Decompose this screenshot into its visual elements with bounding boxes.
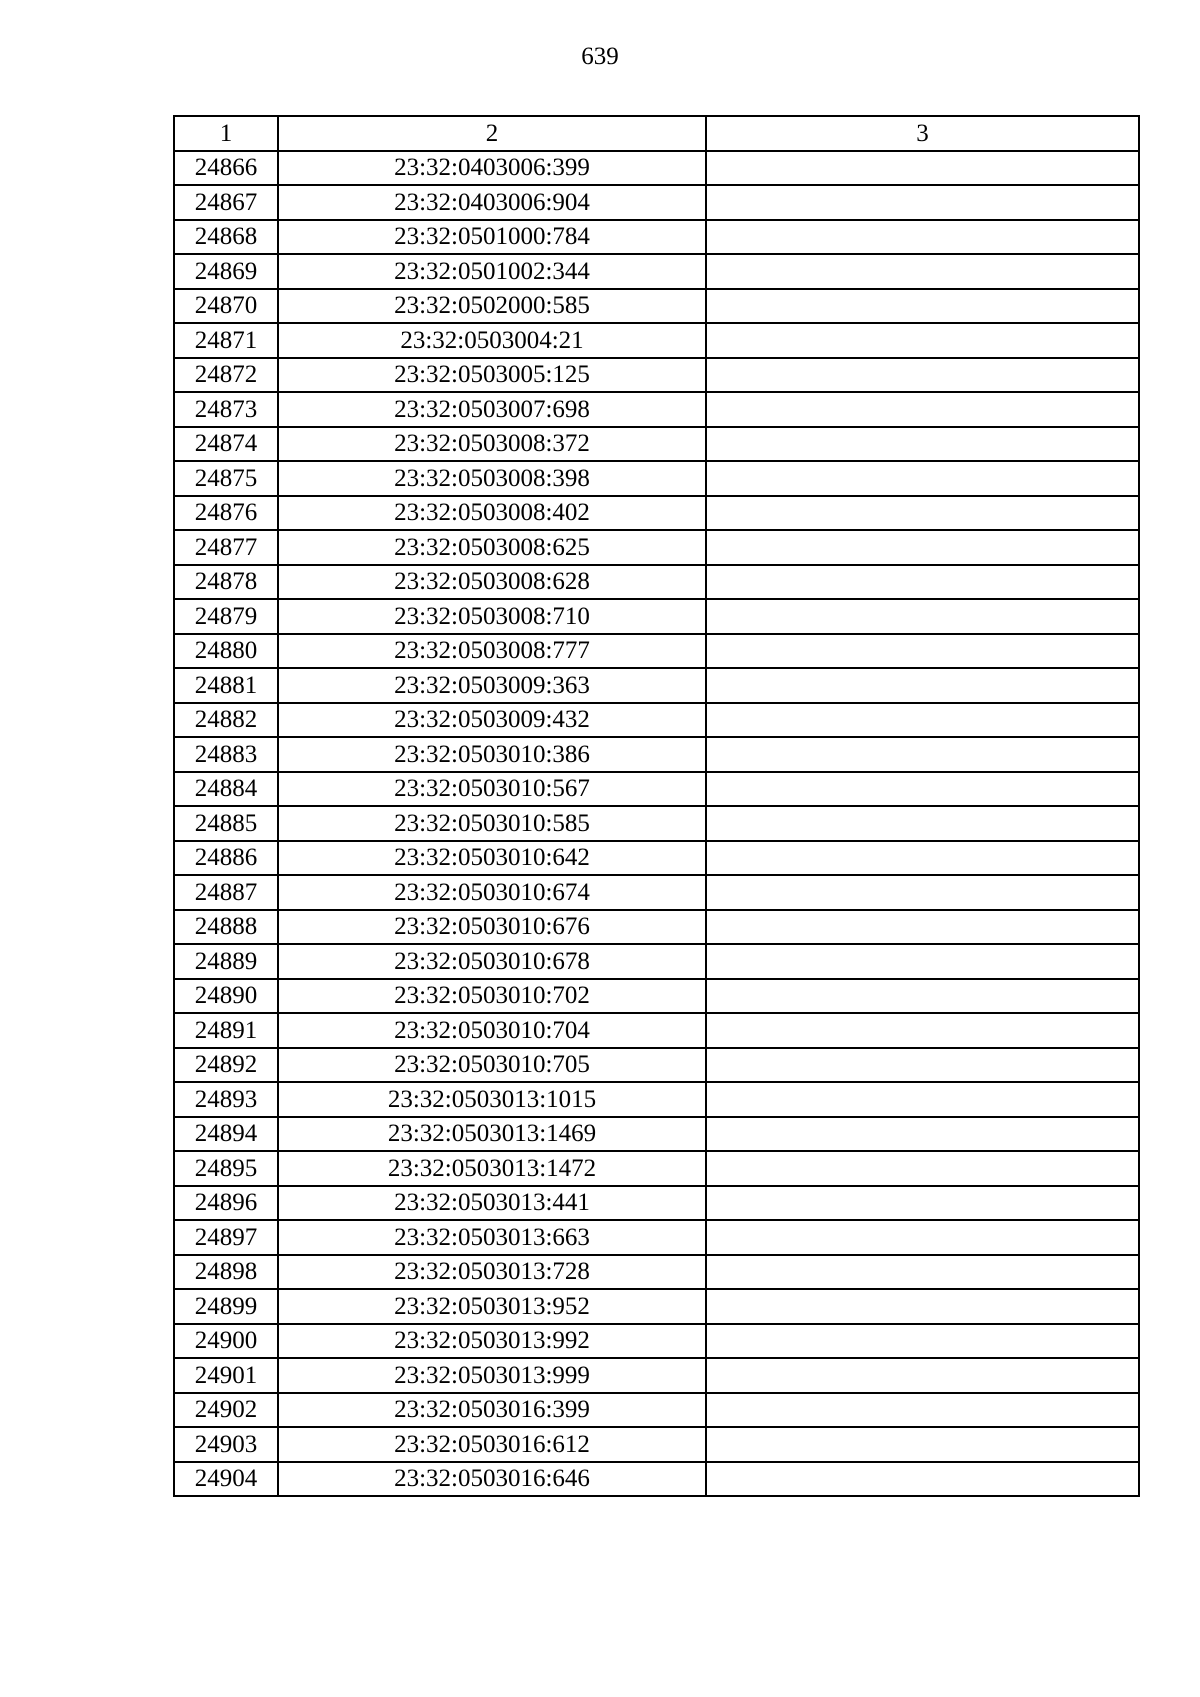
table-row: [174, 530, 1139, 565]
row-number-cell: 24896: [174, 1186, 278, 1221]
cadastral-number-cell: 23:32:0403006:399: [278, 151, 706, 186]
row-number-cell: 24870: [174, 289, 278, 324]
row-number-cell: 24882: [174, 703, 278, 738]
table-row: [174, 1255, 1139, 1290]
note-cell: [706, 806, 1139, 841]
row-number-cell: 24895: [174, 1151, 278, 1186]
note-cell: [706, 461, 1139, 496]
cadastral-number-cell: 23:32:0503008:372: [278, 427, 706, 462]
note-cell: [706, 599, 1139, 634]
table-row: [174, 427, 1139, 462]
table-row: [174, 1186, 1139, 1221]
table-body: [174, 151, 1139, 1497]
cadastral-number-cell: 23:32:0503005:125: [278, 358, 706, 393]
cadastral-number-cell: 23:32:0503004:21: [278, 323, 706, 358]
header-row: [174, 116, 1139, 151]
note-cell: [706, 1358, 1139, 1393]
table-row: [174, 875, 1139, 910]
note-cell: [706, 1324, 1139, 1359]
row-number-cell: 24899: [174, 1289, 278, 1324]
row-number-cell: 24872: [174, 358, 278, 393]
row-number-cell: 24867: [174, 185, 278, 220]
table-row: [174, 737, 1139, 772]
note-cell: [706, 979, 1139, 1014]
row-number-cell: 24888: [174, 910, 278, 945]
table-row: [174, 1289, 1139, 1324]
table-row: [174, 1358, 1139, 1393]
table-row: [174, 1117, 1139, 1152]
table-row: [174, 910, 1139, 945]
table-row: [174, 185, 1139, 220]
cadastral-number-cell: 23:32:0503008:777: [278, 634, 706, 669]
column-header-2: 2: [278, 116, 706, 151]
row-number-cell: 24885: [174, 806, 278, 841]
note-cell: [706, 427, 1139, 462]
note-cell: [706, 254, 1139, 289]
note-cell: [706, 1255, 1139, 1290]
note-cell: [706, 772, 1139, 807]
note-cell: [706, 1082, 1139, 1117]
table-row: [174, 392, 1139, 427]
table-row: [174, 703, 1139, 738]
cadastral-number-cell: 23:32:0502000:585: [278, 289, 706, 324]
cadastral-number-cell: 23:32:0503013:1472: [278, 1151, 706, 1186]
table-row: [174, 599, 1139, 634]
cadastral-number-cell: 23:32:0503010:676: [278, 910, 706, 945]
cadastral-number-cell: 23:32:0503010:704: [278, 1013, 706, 1048]
row-number-cell: 24897: [174, 1220, 278, 1255]
cadastral-number-cell: 23:32:0501000:784: [278, 220, 706, 255]
row-number-cell: 24873: [174, 392, 278, 427]
note-cell: [706, 841, 1139, 876]
note-cell: [706, 1289, 1139, 1324]
note-cell: [706, 1151, 1139, 1186]
cadastral-number-cell: 23:32:0503009:363: [278, 668, 706, 703]
cadastral-number-cell: 23:32:0503010:567: [278, 772, 706, 807]
table-row: [174, 806, 1139, 841]
row-number-cell: 24886: [174, 841, 278, 876]
table-row: [174, 772, 1139, 807]
note-cell: [706, 185, 1139, 220]
row-number-cell: 24900: [174, 1324, 278, 1359]
note-cell: [706, 1048, 1139, 1083]
row-number-cell: 24871: [174, 323, 278, 358]
page-number: 639: [581, 43, 619, 70]
cadastral-number-cell: 23:32:0503013:441: [278, 1186, 706, 1221]
table-row: [174, 1393, 1139, 1428]
row-number-cell: 24903: [174, 1427, 278, 1462]
note-cell: [706, 944, 1139, 979]
table-row: [174, 1324, 1139, 1359]
cadastral-table: [173, 115, 1140, 1497]
cadastral-number-cell: 23:32:0503013:952: [278, 1289, 706, 1324]
cadastral-number-cell: 23:32:0503016:646: [278, 1462, 706, 1497]
note-cell: [706, 1186, 1139, 1221]
table-row: [174, 1427, 1139, 1462]
row-number-cell: 24892: [174, 1048, 278, 1083]
table-row: [174, 1462, 1139, 1497]
cadastral-number-cell: 23:32:0503013:728: [278, 1255, 706, 1290]
note-cell: [706, 703, 1139, 738]
table-row: [174, 979, 1139, 1014]
cadastral-number-cell: 23:32:0503016:612: [278, 1427, 706, 1462]
row-number-cell: 24874: [174, 427, 278, 462]
table-row: [174, 323, 1139, 358]
row-number-cell: 24890: [174, 979, 278, 1014]
note-cell: [706, 392, 1139, 427]
note-cell: [706, 668, 1139, 703]
note-cell: [706, 1462, 1139, 1497]
cadastral-number-cell: 23:32:0503007:698: [278, 392, 706, 427]
row-number-cell: 24883: [174, 737, 278, 772]
row-number-cell: 24877: [174, 530, 278, 565]
note-cell: [706, 875, 1139, 910]
row-number-cell: 24901: [174, 1358, 278, 1393]
note-cell: [706, 220, 1139, 255]
cadastral-number-cell: 23:32:0503013:663: [278, 1220, 706, 1255]
cadastral-number-cell: 23:32:0503010:678: [278, 944, 706, 979]
cadastral-number-cell: 23:32:0503010:674: [278, 875, 706, 910]
row-number-cell: 24891: [174, 1013, 278, 1048]
cadastral-number-cell: 23:32:0503010:642: [278, 841, 706, 876]
cadastral-number-cell: 23:32:0503013:992: [278, 1324, 706, 1359]
table-row: [174, 634, 1139, 669]
table-row: [174, 220, 1139, 255]
cadastral-number-cell: 23:32:0503008:628: [278, 565, 706, 600]
table-row: [174, 1048, 1139, 1083]
table-row: [174, 944, 1139, 979]
cadastral-number-cell: 23:32:0503009:432: [278, 703, 706, 738]
row-number-cell: 24879: [174, 599, 278, 634]
row-number-cell: 24866: [174, 151, 278, 186]
cadastral-number-cell: 23:32:0403006:904: [278, 185, 706, 220]
row-number-cell: 24868: [174, 220, 278, 255]
table-row: [174, 151, 1139, 186]
table-row: [174, 668, 1139, 703]
row-number-cell: 24889: [174, 944, 278, 979]
cadastral-number-cell: 23:32:0503013:1469: [278, 1117, 706, 1152]
cadastral-number-cell: 23:32:0503016:399: [278, 1393, 706, 1428]
row-number-cell: 24893: [174, 1082, 278, 1117]
table-row: [174, 1082, 1139, 1117]
row-number-cell: 24887: [174, 875, 278, 910]
cadastral-number-cell: 23:32:0503010:386: [278, 737, 706, 772]
table-row: [174, 565, 1139, 600]
note-cell: [706, 1013, 1139, 1048]
row-number-cell: 24875: [174, 461, 278, 496]
note-cell: [706, 737, 1139, 772]
column-header-1: 1: [174, 116, 278, 151]
cadastral-number-cell: 23:32:0503010:702: [278, 979, 706, 1014]
row-number-cell: 24869: [174, 254, 278, 289]
table-row: [174, 496, 1139, 531]
note-cell: [706, 1427, 1139, 1462]
table-row: [174, 254, 1139, 289]
note-cell: [706, 1393, 1139, 1428]
table-row: [174, 1220, 1139, 1255]
row-number-cell: 24880: [174, 634, 278, 669]
table-row: [174, 358, 1139, 393]
row-number-cell: 24904: [174, 1462, 278, 1497]
cadastral-number-cell: 23:32:0503010:705: [278, 1048, 706, 1083]
row-number-cell: 24898: [174, 1255, 278, 1290]
row-number-cell: 24876: [174, 496, 278, 531]
table-row: [174, 1013, 1139, 1048]
table-row: [174, 1151, 1139, 1186]
note-cell: [706, 289, 1139, 324]
table-header: [174, 116, 1139, 151]
table-row: [174, 841, 1139, 876]
note-cell: [706, 565, 1139, 600]
note-cell: [706, 530, 1139, 565]
note-cell: [706, 910, 1139, 945]
table-row: [174, 461, 1139, 496]
cadastral-number-cell: 23:32:0503013:1015: [278, 1082, 706, 1117]
table-row: [174, 289, 1139, 324]
cadastral-number-cell: 23:32:0503008:402: [278, 496, 706, 531]
note-cell: [706, 151, 1139, 186]
note-cell: [706, 1117, 1139, 1152]
column-header-3: 3: [706, 116, 1139, 151]
row-number-cell: 24894: [174, 1117, 278, 1152]
cadastral-number-cell: 23:32:0503008:710: [278, 599, 706, 634]
row-number-cell: 24884: [174, 772, 278, 807]
cadastral-number-cell: 23:32:0503013:999: [278, 1358, 706, 1393]
note-cell: [706, 323, 1139, 358]
note-cell: [706, 634, 1139, 669]
cadastral-number-cell: 23:32:0503010:585: [278, 806, 706, 841]
cadastral-number-cell: 23:32:0503008:398: [278, 461, 706, 496]
note-cell: [706, 1220, 1139, 1255]
cadastral-number-cell: 23:32:0501002:344: [278, 254, 706, 289]
note-cell: [706, 358, 1139, 393]
row-number-cell: 24881: [174, 668, 278, 703]
row-number-cell: 24902: [174, 1393, 278, 1428]
note-cell: [706, 496, 1139, 531]
row-number-cell: 24878: [174, 565, 278, 600]
cadastral-number-cell: 23:32:0503008:625: [278, 530, 706, 565]
